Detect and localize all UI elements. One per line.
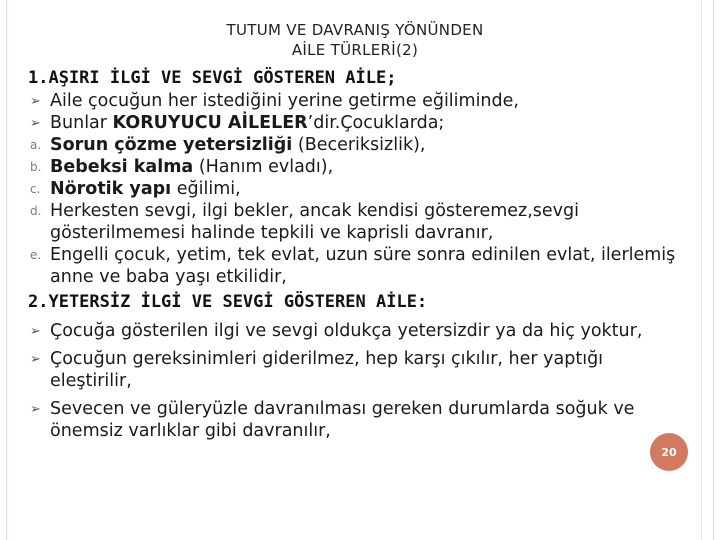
arrow-bullet-icon: ➢: [30, 94, 41, 109]
list-item-text: (Hanım evladı),: [193, 157, 334, 177]
list-marker: e.: [30, 248, 42, 262]
arrow-bullet-icon: ➢: [30, 324, 41, 339]
section1-bullet-2: [28, 112, 678, 134]
list-item-bold: Sorun çözme yetersizliği: [50, 135, 293, 155]
section2-bullet-2: [28, 348, 678, 392]
list-marker: a.: [30, 138, 42, 152]
section2-heading: 2.YETERSİZ İLGİ VE SEVGİ GÖSTEREN AİLE:: [28, 292, 428, 312]
section1-heading: 1.AŞIRI İLGİ VE SEVGİ GÖSTEREN AİLE;: [28, 68, 397, 88]
section1-bullet-1: [28, 90, 678, 112]
list-item-text: (Beceriksizlik),: [292, 135, 426, 155]
frame-left-line: [6, 0, 7, 540]
bullet-text: Aile çocuğun her istediğini yerine getirme eğiliminde,: [50, 91, 519, 111]
slide-content: [28, 66, 678, 442]
arrow-bullet-icon: ➢: [30, 352, 41, 367]
section2-bullet-3: [28, 398, 678, 442]
bullet-text-bold: KORUYUCU AİLELER: [112, 113, 308, 133]
arrow-bullet-icon: ➢: [30, 402, 41, 417]
page-number-badge: 20: [650, 433, 688, 471]
list-marker: d.: [30, 204, 42, 218]
title-line-2: AİLE TÜRLERİ(2): [291, 41, 419, 59]
list-item-text: Herkesten sevgi, ilgi bekler, ancak kendisi gösteremez,sevgi gösterilmemesi halinde tepkili ve kaprisli davranır,: [50, 201, 579, 243]
bullet-text: Çocuğun gereksinimleri giderilmez, hep karşı çıkılır, her yaptığı eleştirilir,: [50, 349, 604, 391]
list-marker: c.: [30, 182, 41, 196]
frame-right-line: [713, 0, 714, 540]
title-line-1: TUTUM VE DAVRANIŞ YÖNÜNDEN: [226, 21, 484, 39]
list-item-e: [28, 244, 678, 288]
list-item-text: eğilimi,: [171, 179, 241, 199]
list-item-text: Engelli çocuk, yetim, tek evlat, uzun süre sonra edinilen evlat, ilerlemiş anne ve baba yaşı etkilidir,: [50, 245, 676, 287]
bullet-text: Sevecen ve güleryüzle davranılması gereken durumlarda soğuk ve önemsiz varlıklar gibi davranılır,: [50, 399, 635, 441]
section2-bullet-1: [28, 320, 678, 342]
list-item-d: [28, 200, 678, 244]
slide-title: [120, 20, 590, 60]
frame-inner-line: [701, 0, 702, 540]
list-item-a: [28, 134, 678, 156]
list-item-c: [28, 178, 678, 200]
bullet-text: Çocuğa gösterilen ilgi ve sevgi oldukça yetersizdir ya da hiç yoktur,: [50, 321, 643, 341]
list-item-bold: Nörotik yapı: [50, 179, 172, 199]
list-item-b: [28, 156, 678, 178]
list-marker: b.: [30, 160, 42, 174]
bullet-text-prefix: Bunlar: [50, 113, 113, 133]
list-item-bold: Bebeksi kalma: [50, 157, 194, 177]
arrow-bullet-icon: ➢: [30, 116, 41, 131]
bullet-text-suffix: ’dir.Çocuklarda;: [307, 113, 445, 133]
